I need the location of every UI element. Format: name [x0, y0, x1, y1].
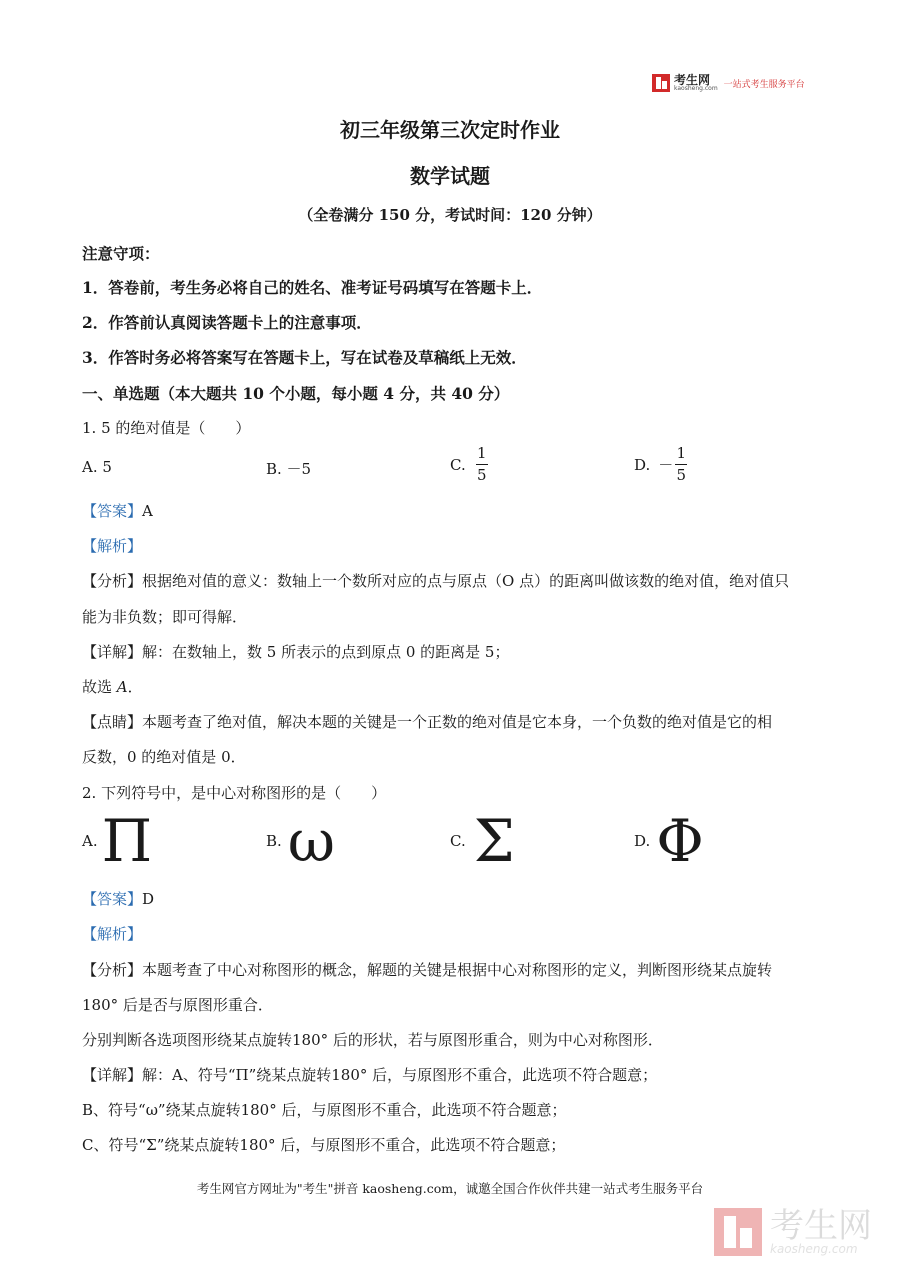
- answer-tag: 【答案】: [82, 502, 143, 520]
- option-label: B.: [266, 832, 282, 850]
- note-item: 1．答卷前，考生务必将自己的姓名、准考证号码填写在答题卡上．: [82, 278, 543, 297]
- page-title: 初三年级第三次定时作业: [340, 118, 560, 142]
- section-heading: 一、单选题（本大题共 10 个小题，每小题 4 分，共 40 分）: [82, 384, 510, 403]
- sigma-symbol-icon: Σ: [473, 807, 515, 875]
- q1-option-a: A. 5: [82, 458, 112, 476]
- q1-option-c: [450, 445, 488, 485]
- q2-detail-line: 【详解】解：A、符号“Π”绕某点旋转180° 后，与原图形不重合，此选项不符合题意；: [82, 1066, 658, 1084]
- q1-comment-line: 【点睛】本题考查了绝对值，解决本题的关键是一个正数的绝对值是它本身，一个负数的绝对值是它的相: [82, 713, 773, 731]
- q2-detail-line: C、符号“Σ”绕某点旋转180° 后，与原图形不重合，此选项不符合题意；: [82, 1136, 566, 1154]
- denominator: 5: [676, 466, 687, 485]
- q2-option-b: [266, 807, 336, 875]
- omega-symbol-icon: ω: [287, 807, 336, 875]
- q1-option-b: B. －5: [266, 460, 312, 478]
- notes-heading: 注意守项：: [82, 244, 160, 263]
- q1-comment-line: 反数，0 的绝对值是 0．: [82, 748, 246, 766]
- logo-name: 考生网: [674, 73, 711, 87]
- numerator: 1: [676, 444, 687, 462]
- note-item: 2．作答前认真阅读答题卡上的注意事项．: [82, 313, 372, 332]
- pi-symbol-icon: Π: [101, 807, 153, 875]
- numerator: 1: [476, 444, 487, 462]
- q2-option-c: [450, 807, 515, 875]
- q2-option-a: [82, 807, 153, 875]
- brand-logo-icon: [652, 74, 670, 92]
- answer-value: A: [142, 502, 153, 520]
- fraction: [675, 445, 687, 485]
- page-footer: 考生网官方网址为"考生"拼音 kaosheng.com，诚邀全国合作伙伴共建一站式考生服务平台: [196, 1181, 704, 1196]
- q1-answer: [82, 500, 153, 521]
- q1-analysis-tag: 【解析】: [82, 537, 143, 555]
- choice-letter: A: [116, 678, 128, 696]
- q1-analysis-line: 【分析】根据绝对值的意义：数轴上一个数所对应的点与原点（O 点）的距离叫做该数的绝对值，绝对值只: [82, 572, 790, 590]
- exam-info: （全卷满分 150 分，考试时间：120 分钟）: [298, 206, 602, 224]
- q1-option-d: [634, 445, 687, 485]
- choice-suffix: ．: [127, 678, 143, 696]
- q2-analysis-line: 180° 后是否与原图形重合．: [82, 996, 273, 1014]
- watermark-logo-icon: [714, 1208, 762, 1256]
- q1-stem: 1. 5 的绝对值是（ ）: [82, 419, 251, 437]
- page-subtitle: 数学试题: [410, 164, 490, 188]
- logo-domain: kaosheng.com: [674, 85, 718, 92]
- q2-analysis-tag: 【解析】: [82, 925, 143, 943]
- option-label: D.: [634, 455, 651, 474]
- note-item: 3．作答时务必将答案写在答题卡上，写在试卷及草稿纸上无效．: [82, 348, 527, 367]
- watermark: [714, 1208, 872, 1256]
- denominator: 5: [476, 466, 487, 485]
- option-label: D.: [634, 832, 651, 850]
- q1-analysis-line: 能为非负数；即可得解．: [82, 608, 248, 626]
- option-label: A.: [82, 832, 98, 850]
- phi-symbol-icon: Φ: [656, 807, 704, 875]
- q2-detail-line: B、符号“ω”绕某点旋转180° 后，与原图形不重合，此选项不符合题意；: [82, 1101, 567, 1119]
- q2-analysis-line: 分别判断各选项图形绕某点旋转180° 后的形状，若与原图形重合，则为中心对称图形．: [82, 1031, 663, 1049]
- logo-slogan: 一站式考生服务平台: [723, 79, 805, 90]
- q2-stem: 2. 下列符号中，是中心对称图形的是（ ）: [82, 784, 387, 802]
- answer-tag: 【答案】: [82, 890, 143, 908]
- watermark-domain: kaosheng.com: [770, 1242, 858, 1256]
- answer-value: D: [142, 890, 155, 908]
- q2-answer: [82, 888, 154, 909]
- option-label: C.: [450, 455, 466, 474]
- minus-sign: －: [658, 456, 674, 475]
- fraction: [476, 445, 488, 485]
- q1-detail: 【详解】解：在数轴上，数 5 所表示的点到原点 0 的距离是 5；: [82, 643, 510, 661]
- option-label: C.: [450, 832, 466, 850]
- q2-analysis-line: 【分析】本题考查了中心对称图形的概念，解题的关键是根据中心对称图形的定义，判断图形绕某点旋转: [82, 961, 773, 979]
- q1-choice: [82, 676, 143, 697]
- choice-prefix: 故选: [82, 678, 117, 696]
- watermark-name: 考生网: [770, 1206, 872, 1246]
- header-logo: [652, 72, 805, 94]
- q2-option-d: [634, 807, 704, 875]
